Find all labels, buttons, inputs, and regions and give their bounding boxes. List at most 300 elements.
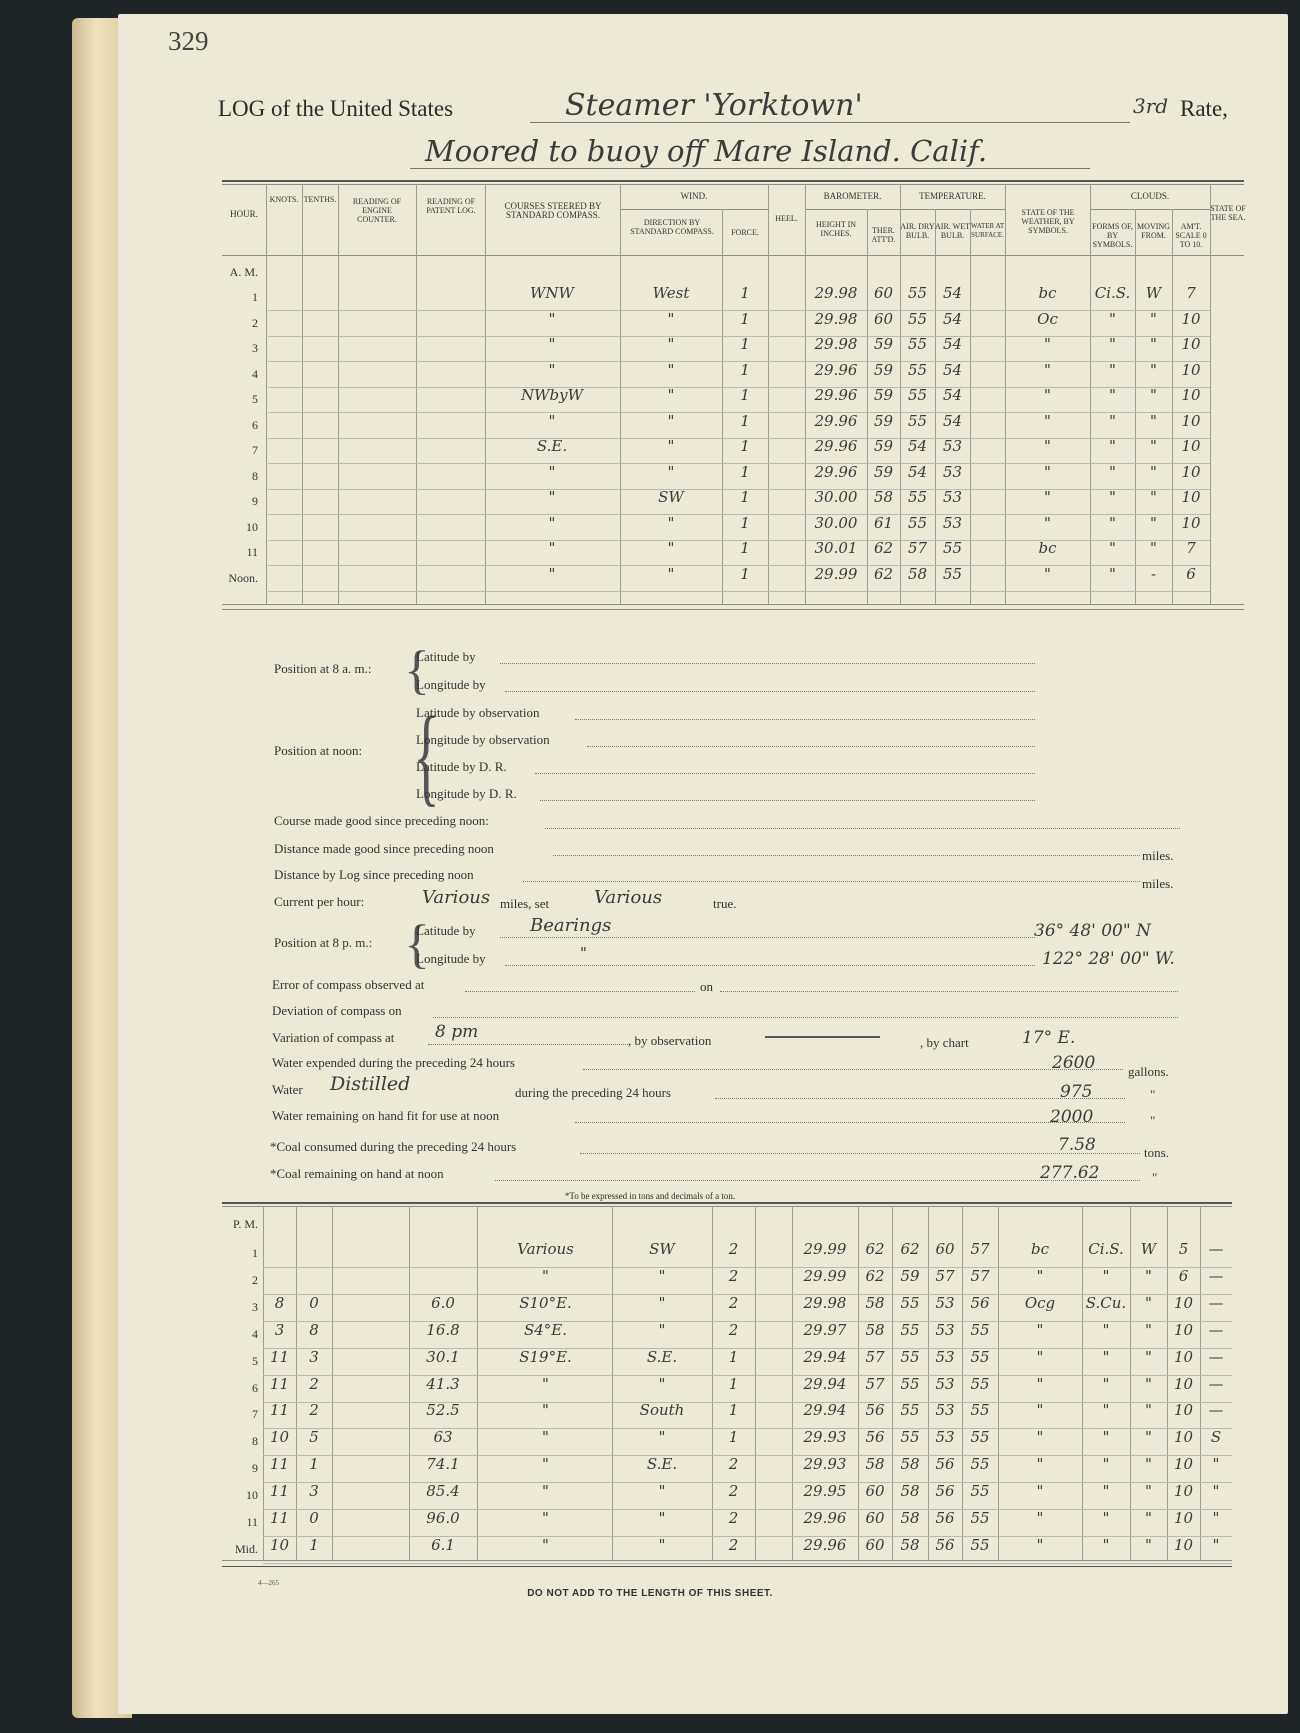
am-cell-wind_dir: West [652, 284, 690, 302]
pm-cell-patent: 6.0 [431, 1293, 455, 1312]
pm-hour: 7 [252, 1407, 258, 1422]
am-cell-course: " [548, 360, 556, 379]
am-cell-dry: 55 [907, 513, 928, 532]
am-cell-wet: 55 [942, 539, 963, 557]
pm-cell-ther: 58 [865, 1320, 885, 1339]
pm-cell-knots: 10 [269, 1535, 290, 1554]
am-cell-wind_dir: " [667, 513, 675, 532]
pm-cell-cl_form: Ci.S. [1088, 1240, 1124, 1258]
pm-cell-wind_dir: " [658, 1482, 666, 1501]
am-cell-cl_amt: 10 [1181, 488, 1201, 506]
pos-8am-label: Position at 8 a. m.: [274, 661, 372, 676]
pm-cell-dry: 59 [900, 1266, 920, 1285]
pm-cell-tenths: 2 [309, 1401, 319, 1420]
am-cell-cl_from: " [1150, 513, 1157, 532]
am-cell-cl_amt: 10 [1181, 462, 1201, 481]
pm-cell-wet: 56 [935, 1535, 955, 1554]
water-expended-label: Water expended during the preceding 24 hours [272, 1055, 515, 1070]
pm-cell-force: 1 [728, 1401, 739, 1420]
pm-cell-wind_dir: " [658, 1320, 666, 1339]
am-cell-weather: Oc [1037, 309, 1058, 328]
am-hour: 3 [252, 341, 258, 355]
am-cell-wind_dir: " [667, 335, 675, 353]
col-wind-force: FORCE. [731, 228, 759, 237]
am-cell-force: 1 [740, 411, 750, 430]
am-cell-force: 1 [740, 309, 750, 328]
pm-cell-course: S19°E. [519, 1347, 572, 1366]
pm-cell-force: 1 [728, 1374, 739, 1393]
pm-cell-cl_amt: 10 [1173, 1320, 1194, 1339]
pm-cell-cl_amt: 6 [1178, 1266, 1189, 1285]
col-engine: READING OF ENGINE COUNTER. [352, 197, 402, 224]
pm-cell-force: 2 [728, 1293, 739, 1312]
col-knots: KNOTS. [269, 195, 299, 204]
pm-hour: 10 [246, 1488, 258, 1503]
pm-cell-force: 2 [728, 1455, 739, 1474]
pm-cell-course: " [542, 1266, 549, 1285]
pm-cell-cl_from: " [1145, 1482, 1152, 1501]
pm-cell-height: 29.99 [803, 1240, 847, 1258]
current-value: Various [422, 887, 491, 908]
am-cell-weather: " [1044, 411, 1051, 430]
pm-cell-course: " [542, 1535, 549, 1554]
am-cell-ther: 59 [873, 437, 894, 455]
error-compass-label: Error of compass observed at [272, 977, 425, 992]
am-cell-cl_amt: 6 [1186, 564, 1196, 583]
col-hour: HOUR. [230, 209, 258, 219]
am-cell-cl_amt: 10 [1181, 513, 1201, 532]
am-cell-weather: " [1044, 360, 1051, 379]
am-cell-wet: 54 [942, 284, 963, 302]
by-observation-label: , by observation [628, 1033, 712, 1048]
am-cell-wet: 54 [942, 411, 963, 430]
pm-cell-cl_form: " [1102, 1455, 1110, 1474]
pm-cell-course: S4°E. [523, 1320, 568, 1339]
am-hour: 9 [252, 494, 258, 508]
pm-cell-knots: 10 [269, 1428, 290, 1447]
pm-cell-wind_dir: SW [649, 1240, 675, 1258]
am-cell-cl_form: " [1109, 513, 1116, 532]
deviation-label: Deviation of compass on [272, 1003, 402, 1018]
pm-cell-weather: " [1036, 1266, 1044, 1285]
pm-cell-cl_from: " [1145, 1455, 1152, 1474]
pm-cell-cl_from: " [1145, 1374, 1152, 1393]
set-value: Various [594, 887, 663, 908]
pm-cell-patent: 52.5 [426, 1401, 460, 1420]
ditto-1: " [1150, 1087, 1156, 1102]
am-cell-height: 30.00 [814, 513, 858, 532]
pm-cell-cl_form: " [1102, 1320, 1110, 1339]
am-cell-ther: 59 [873, 360, 894, 379]
pos-8pm-lat: 36° 48' 00" N [1034, 921, 1151, 941]
am-cell-wet: 54 [942, 309, 963, 328]
miles-2: miles. [1142, 876, 1174, 891]
am-cell-wind_dir: " [667, 386, 675, 404]
am-cell-cl_from: " [1150, 437, 1157, 455]
am-cell-cl_from: " [1150, 488, 1157, 506]
am-cell-course: " [548, 564, 556, 583]
pm-cell-dry: 62 [900, 1240, 920, 1258]
pm-cell-patent: 16.8 [426, 1320, 460, 1339]
pm-cell-course: " [542, 1509, 549, 1527]
am-cell-weather: " [1044, 437, 1051, 455]
col-sea: STATE OF THE SEA. [1210, 204, 1246, 222]
pm-cell-sea: — [1208, 1320, 1224, 1339]
am-cell-cl_from: " [1150, 360, 1157, 379]
am-cell-force: 1 [740, 513, 750, 532]
pm-cell-tenths: 3 [309, 1347, 319, 1366]
pm-cell-ther: 57 [865, 1347, 885, 1366]
am-cell-force: 1 [740, 284, 750, 302]
pm-cell-height: 29.97 [803, 1320, 847, 1339]
am-cell-weather: " [1044, 564, 1051, 583]
pm-cell-height: 29.94 [803, 1374, 847, 1393]
am-cell-cl_amt: 7 [1186, 539, 1196, 557]
pm-cell-water: 55 [970, 1428, 990, 1447]
pm-cell-weather: " [1036, 1347, 1044, 1366]
am-cell-weather: " [1044, 488, 1051, 506]
pm-cell-course: " [542, 1428, 549, 1447]
ditto-3: " [1152, 1170, 1158, 1185]
pm-cell-height: 29.93 [803, 1428, 847, 1447]
pm-hour: 1 [252, 1246, 258, 1260]
col-clouds-amt: AM'T. SCALE 0 TO 10. [1175, 222, 1207, 249]
am-cell-wet: 54 [942, 386, 963, 404]
am-cell-ther: 59 [873, 462, 894, 481]
am-cell-course: " [548, 488, 556, 506]
am-cell-cl_form: Ci.S. [1094, 284, 1131, 302]
pm-cell-ther: 60 [865, 1482, 885, 1501]
pm-hour: 4 [252, 1326, 258, 1341]
am-cell-ther: 61 [873, 513, 894, 532]
pm-cell-water: 56 [970, 1293, 990, 1312]
coal-consumed-label: *Coal consumed during the preceding 24 hours [270, 1139, 517, 1154]
during-label: during the preceding 24 hours [515, 1085, 671, 1100]
pm-cell-weather: bc [1030, 1240, 1049, 1258]
am-cell-height: 29.98 [814, 309, 858, 328]
pm-cell-water: 55 [970, 1374, 990, 1393]
miles-set: miles, set [500, 896, 550, 911]
pm-row-line [263, 1563, 1232, 1564]
distance-log-label: Distance by Log since preceding noon [274, 867, 474, 882]
footnote: *To be expressed in tons and decimals of a ton. [564, 1191, 736, 1201]
coal-remaining-label: *Coal remaining on hand at noon [270, 1166, 444, 1181]
am-cell-wet: 54 [942, 360, 963, 379]
pm-cell-knots: 11 [269, 1509, 290, 1527]
pm-cell-force: 2 [728, 1266, 739, 1285]
coal-remaining-value: 277.62 [1040, 1163, 1100, 1183]
am-cell-ther: 59 [873, 386, 894, 404]
am-cell-wind_dir: " [667, 564, 675, 583]
pm-cell-tenths: 0 [309, 1509, 319, 1527]
pm-cell-course: " [542, 1401, 549, 1420]
am-cell-force: 1 [740, 360, 750, 379]
pm-cell-cl_from: " [1145, 1535, 1152, 1554]
water-remaining-label: Water remaining on hand fit for use at noon [272, 1108, 500, 1123]
pm-cell-weather: " [1036, 1509, 1044, 1527]
water-label: Water [272, 1082, 303, 1097]
pm-cell-sea: — [1208, 1347, 1224, 1366]
pm-cell-force: 1 [728, 1428, 739, 1447]
pm-cell-ther: 62 [865, 1240, 885, 1258]
pm-cell-weather: " [1036, 1535, 1044, 1554]
pos-8pm-lat-label: Latitude by [416, 923, 476, 938]
pm-hour: 6 [252, 1380, 258, 1395]
am-cell-force: 1 [740, 335, 750, 353]
col-wind-dir: DIRECTION BY STANDARD COMPASS. [630, 218, 714, 236]
pm-cell-cl_from: " [1145, 1509, 1152, 1527]
col-weather: STATE OF THE WEATHER, BY SYMBOLS. [1021, 208, 1075, 235]
am-cell-cl_amt: 10 [1181, 309, 1201, 328]
pm-cell-height: 29.93 [803, 1455, 847, 1474]
pm-cell-patent: 41.3 [426, 1374, 460, 1393]
pm-cell-wind_dir: " [658, 1428, 666, 1447]
col-courses: COURSES STEERED BY STANDARD COMPASS. [504, 201, 602, 220]
am-cell-cl_amt: 7 [1186, 284, 1196, 302]
am-cell-course: " [548, 309, 556, 328]
pm-cell-cl_amt: 10 [1173, 1374, 1194, 1393]
col-temp-dry: AIR. DRY BULB. [900, 222, 935, 240]
am-cell-cl_form: " [1109, 360, 1116, 379]
pm-cell-wet: 53 [935, 1347, 955, 1366]
am-cell-wet: 53 [942, 462, 963, 481]
col-temp-wet: AIR. WET BULB. [935, 222, 970, 240]
col-heel: HEEL. [775, 214, 798, 223]
pm-cell-wind_dir: S.E. [646, 1455, 678, 1474]
pm-cell-sea: — [1208, 1401, 1224, 1420]
am-cell-cl_form: " [1109, 488, 1116, 506]
water-remaining-value: 2000 [1050, 1107, 1094, 1127]
pm-cell-patent: 96.0 [426, 1509, 460, 1527]
pm-cell-dry: 55 [900, 1401, 920, 1420]
am-cell-wind_dir: " [667, 411, 675, 430]
pm-cell-tenths: 5 [309, 1428, 319, 1447]
pm-cell-height: 29.94 [803, 1401, 847, 1420]
vessel-name: Steamer 'Yorktown' [565, 88, 863, 123]
am-cell-dry: 55 [907, 284, 928, 302]
am-cell-course: " [548, 513, 556, 532]
pm-cell-patent: 85.4 [426, 1482, 460, 1501]
pm-cell-sea: — [1208, 1293, 1224, 1312]
rate-label: Rate, [1180, 96, 1228, 121]
pm-cell-cl_form: " [1102, 1401, 1110, 1420]
pm-cell-tenths: 1 [309, 1455, 319, 1474]
pm-cell-tenths: 2 [309, 1374, 319, 1393]
pm-cell-water: 55 [970, 1347, 990, 1366]
pm-cell-cl_amt: 10 [1173, 1293, 1194, 1312]
pm-cell-height: 29.96 [803, 1535, 847, 1554]
pm-cell-course: S10°E. [519, 1293, 572, 1312]
pm-cell-ther: 60 [865, 1535, 885, 1554]
am-cell-cl_from: " [1150, 539, 1157, 557]
pm-cell-course: Various [517, 1240, 574, 1258]
pm-cell-ther: 62 [865, 1266, 885, 1285]
water-distilled-value: 975 [1060, 1082, 1093, 1102]
col-clouds-forms: FORMS OF, BY SYMBOLS. [1092, 222, 1133, 249]
col-tenths: TENTHS. [303, 195, 337, 204]
am-label: A. M. [229, 265, 258, 279]
am-cell-dry: 55 [907, 335, 928, 353]
am-cell-force: 1 [740, 386, 750, 404]
pm-cell-tenths: 1 [309, 1535, 319, 1554]
am-cell-force: 1 [740, 564, 750, 583]
pm-cell-sea: " [1212, 1455, 1220, 1474]
pm-cell-course: " [542, 1374, 549, 1393]
pm-hour: 11 [246, 1515, 258, 1529]
am-hour: 11 [246, 545, 258, 559]
pm-cell-force: 2 [728, 1509, 739, 1527]
am-cell-weather: " [1044, 513, 1051, 532]
am-cell-dry: 55 [907, 386, 928, 404]
am-cell-cl_amt: 10 [1181, 411, 1201, 430]
pm-cell-sea: — [1208, 1240, 1224, 1258]
chart-value: 17° E. [1022, 1028, 1076, 1048]
pm-cell-sea: S [1210, 1428, 1222, 1447]
am-cell-cl_form: " [1109, 437, 1116, 455]
pm-cell-wind_dir: " [658, 1293, 666, 1312]
am-hour: Noon. [228, 570, 258, 585]
distance-made-label: Distance made good since preceding noon [274, 841, 494, 856]
am-row-line [268, 591, 1210, 592]
pm-cell-wet: 56 [935, 1482, 955, 1501]
pm-cell-force: 2 [728, 1482, 739, 1501]
am-cell-weather: " [1044, 335, 1051, 353]
pm-cell-knots: 11 [269, 1455, 290, 1474]
col-baro-ther: THER. ATT'D. [871, 226, 896, 244]
col-baro-height: HEIGHT IN INCHES. [815, 220, 857, 238]
pm-cell-wind_dir: South [639, 1401, 685, 1420]
coal-consumed-value: 7.58 [1058, 1135, 1096, 1155]
pm-cell-weather: " [1036, 1455, 1044, 1474]
water-kind: Distilled [330, 1073, 411, 1095]
gallons-label: gallons. [1128, 1064, 1169, 1079]
pm-cell-wet: 56 [935, 1455, 955, 1474]
pm-cell-cl_form: " [1102, 1509, 1110, 1527]
am-cell-course: " [548, 411, 556, 430]
am-cell-cl_from: " [1150, 335, 1157, 353]
pm-cell-dry: 58 [900, 1455, 920, 1474]
am-cell-height: 30.00 [814, 488, 858, 506]
am-cell-cl_form: " [1109, 539, 1116, 557]
pm-cell-sea: " [1212, 1535, 1220, 1554]
col-clouds-moving: MOVING FROM. [1137, 222, 1170, 240]
pm-cell-cl_form: S.Cu. [1085, 1293, 1127, 1312]
pm-cell-cl_form: " [1102, 1428, 1110, 1447]
course-made-label: Course made good since preceding noon: [274, 813, 489, 828]
am-cell-height: 30.01 [814, 539, 858, 557]
pm-cell-wet: 56 [935, 1509, 955, 1527]
pm-cell-cl_from: " [1145, 1293, 1152, 1312]
pm-hour: 3 [252, 1299, 258, 1314]
ditto-2: " [1150, 1113, 1156, 1128]
variation-label: Variation of compass at [272, 1030, 395, 1045]
pm-cell-height: 29.99 [803, 1266, 847, 1285]
pm-cell-force: 2 [728, 1320, 739, 1339]
am-cell-cl_from: - [1150, 564, 1157, 583]
am-cell-dry: 55 [907, 488, 928, 506]
pm-cell-dry: 55 [900, 1347, 920, 1366]
pm-cell-sea: — [1208, 1374, 1224, 1393]
pm-cell-weather: " [1036, 1320, 1044, 1339]
am-cell-cl_from: " [1150, 309, 1157, 328]
pm-cell-cl_from: " [1145, 1428, 1152, 1447]
am-cell-force: 1 [740, 462, 750, 481]
pm-cell-wet: 53 [935, 1374, 955, 1393]
pm-cell-water: 55 [970, 1482, 990, 1501]
pm-cell-dry: 55 [900, 1293, 920, 1312]
col-patent: READING OF PATENT LOG. [426, 197, 476, 215]
am-cell-wet: 55 [942, 564, 963, 583]
am-cell-wind_dir: " [667, 462, 675, 481]
col-clouds: CLOUDS. [1130, 191, 1170, 201]
pm-cell-wind_dir: " [658, 1266, 666, 1285]
am-cell-height: 29.96 [814, 360, 858, 379]
pm-cell-knots: 11 [269, 1347, 290, 1366]
am-hour: 7 [252, 443, 258, 457]
pm-cell-knots: 8 [274, 1293, 285, 1312]
am-cell-cl_form: " [1109, 309, 1116, 328]
pm-cell-dry: 58 [900, 1509, 920, 1527]
pm-cell-wet: 53 [935, 1428, 955, 1447]
pm-cell-knots: 11 [269, 1401, 290, 1420]
pm-cell-wet: 60 [935, 1240, 955, 1258]
pm-cell-ther: 57 [865, 1374, 885, 1393]
pm-cell-cl_form: " [1102, 1374, 1110, 1393]
pos-8pm-long: 122° 28' 00" W. [1042, 949, 1175, 969]
water-expended-value: 2600 [1052, 1053, 1096, 1073]
pm-cell-cl_from: " [1145, 1266, 1152, 1285]
am-cell-course: NWbyW [520, 386, 584, 404]
am-cell-dry: 55 [907, 360, 928, 379]
pm-cell-patent: 30.1 [426, 1347, 460, 1366]
am-hour: 8 [252, 468, 258, 483]
am-cell-wet: 53 [942, 488, 963, 506]
pm-cell-water: 55 [970, 1455, 990, 1474]
pm-cell-ther: 56 [865, 1401, 885, 1420]
pm-cell-tenths: 0 [309, 1293, 319, 1312]
pm-cell-knots: 11 [269, 1374, 290, 1393]
am-cell-course: " [548, 462, 556, 481]
pm-cell-cl_form: " [1102, 1535, 1110, 1554]
pm-cell-dry: 58 [900, 1482, 920, 1501]
col-temp-water: WATER AT SURFACE. [970, 222, 1005, 239]
am-cell-wind_dir: " [667, 360, 675, 379]
pm-cell-sea: " [1212, 1482, 1220, 1501]
am-cell-ther: 59 [873, 411, 894, 430]
am-cell-course: WNW [530, 284, 574, 302]
am-cell-dry: 55 [907, 411, 928, 430]
pos-noon-label: Position at noon: [274, 743, 363, 758]
am-cell-course: " [548, 335, 556, 353]
on-label: on [700, 979, 713, 994]
pm-cell-ther: 60 [865, 1509, 885, 1527]
pos-noon-lat-dr: Latitude by D. R. [416, 759, 507, 774]
pm-hour: 8 [252, 1434, 258, 1449]
pos-8am-lat: Latitude by [416, 649, 476, 664]
pm-cell-cl_form: " [1102, 1347, 1110, 1366]
am-cell-height: 29.98 [814, 335, 858, 353]
am-cell-course: S.E. [536, 437, 568, 455]
am-cell-dry: 54 [907, 462, 928, 481]
pm-cell-water: 55 [970, 1320, 990, 1339]
am-cell-cl_form: " [1109, 462, 1116, 481]
pm-hour: Mid. [234, 1541, 258, 1556]
form-number: 4—265 [258, 1579, 279, 1587]
pm-cell-dry: 55 [900, 1428, 920, 1447]
pm-cell-tenths: 8 [309, 1320, 319, 1339]
pm-cell-dry: 55 [900, 1320, 920, 1339]
pm-cell-wet: 57 [935, 1266, 955, 1285]
